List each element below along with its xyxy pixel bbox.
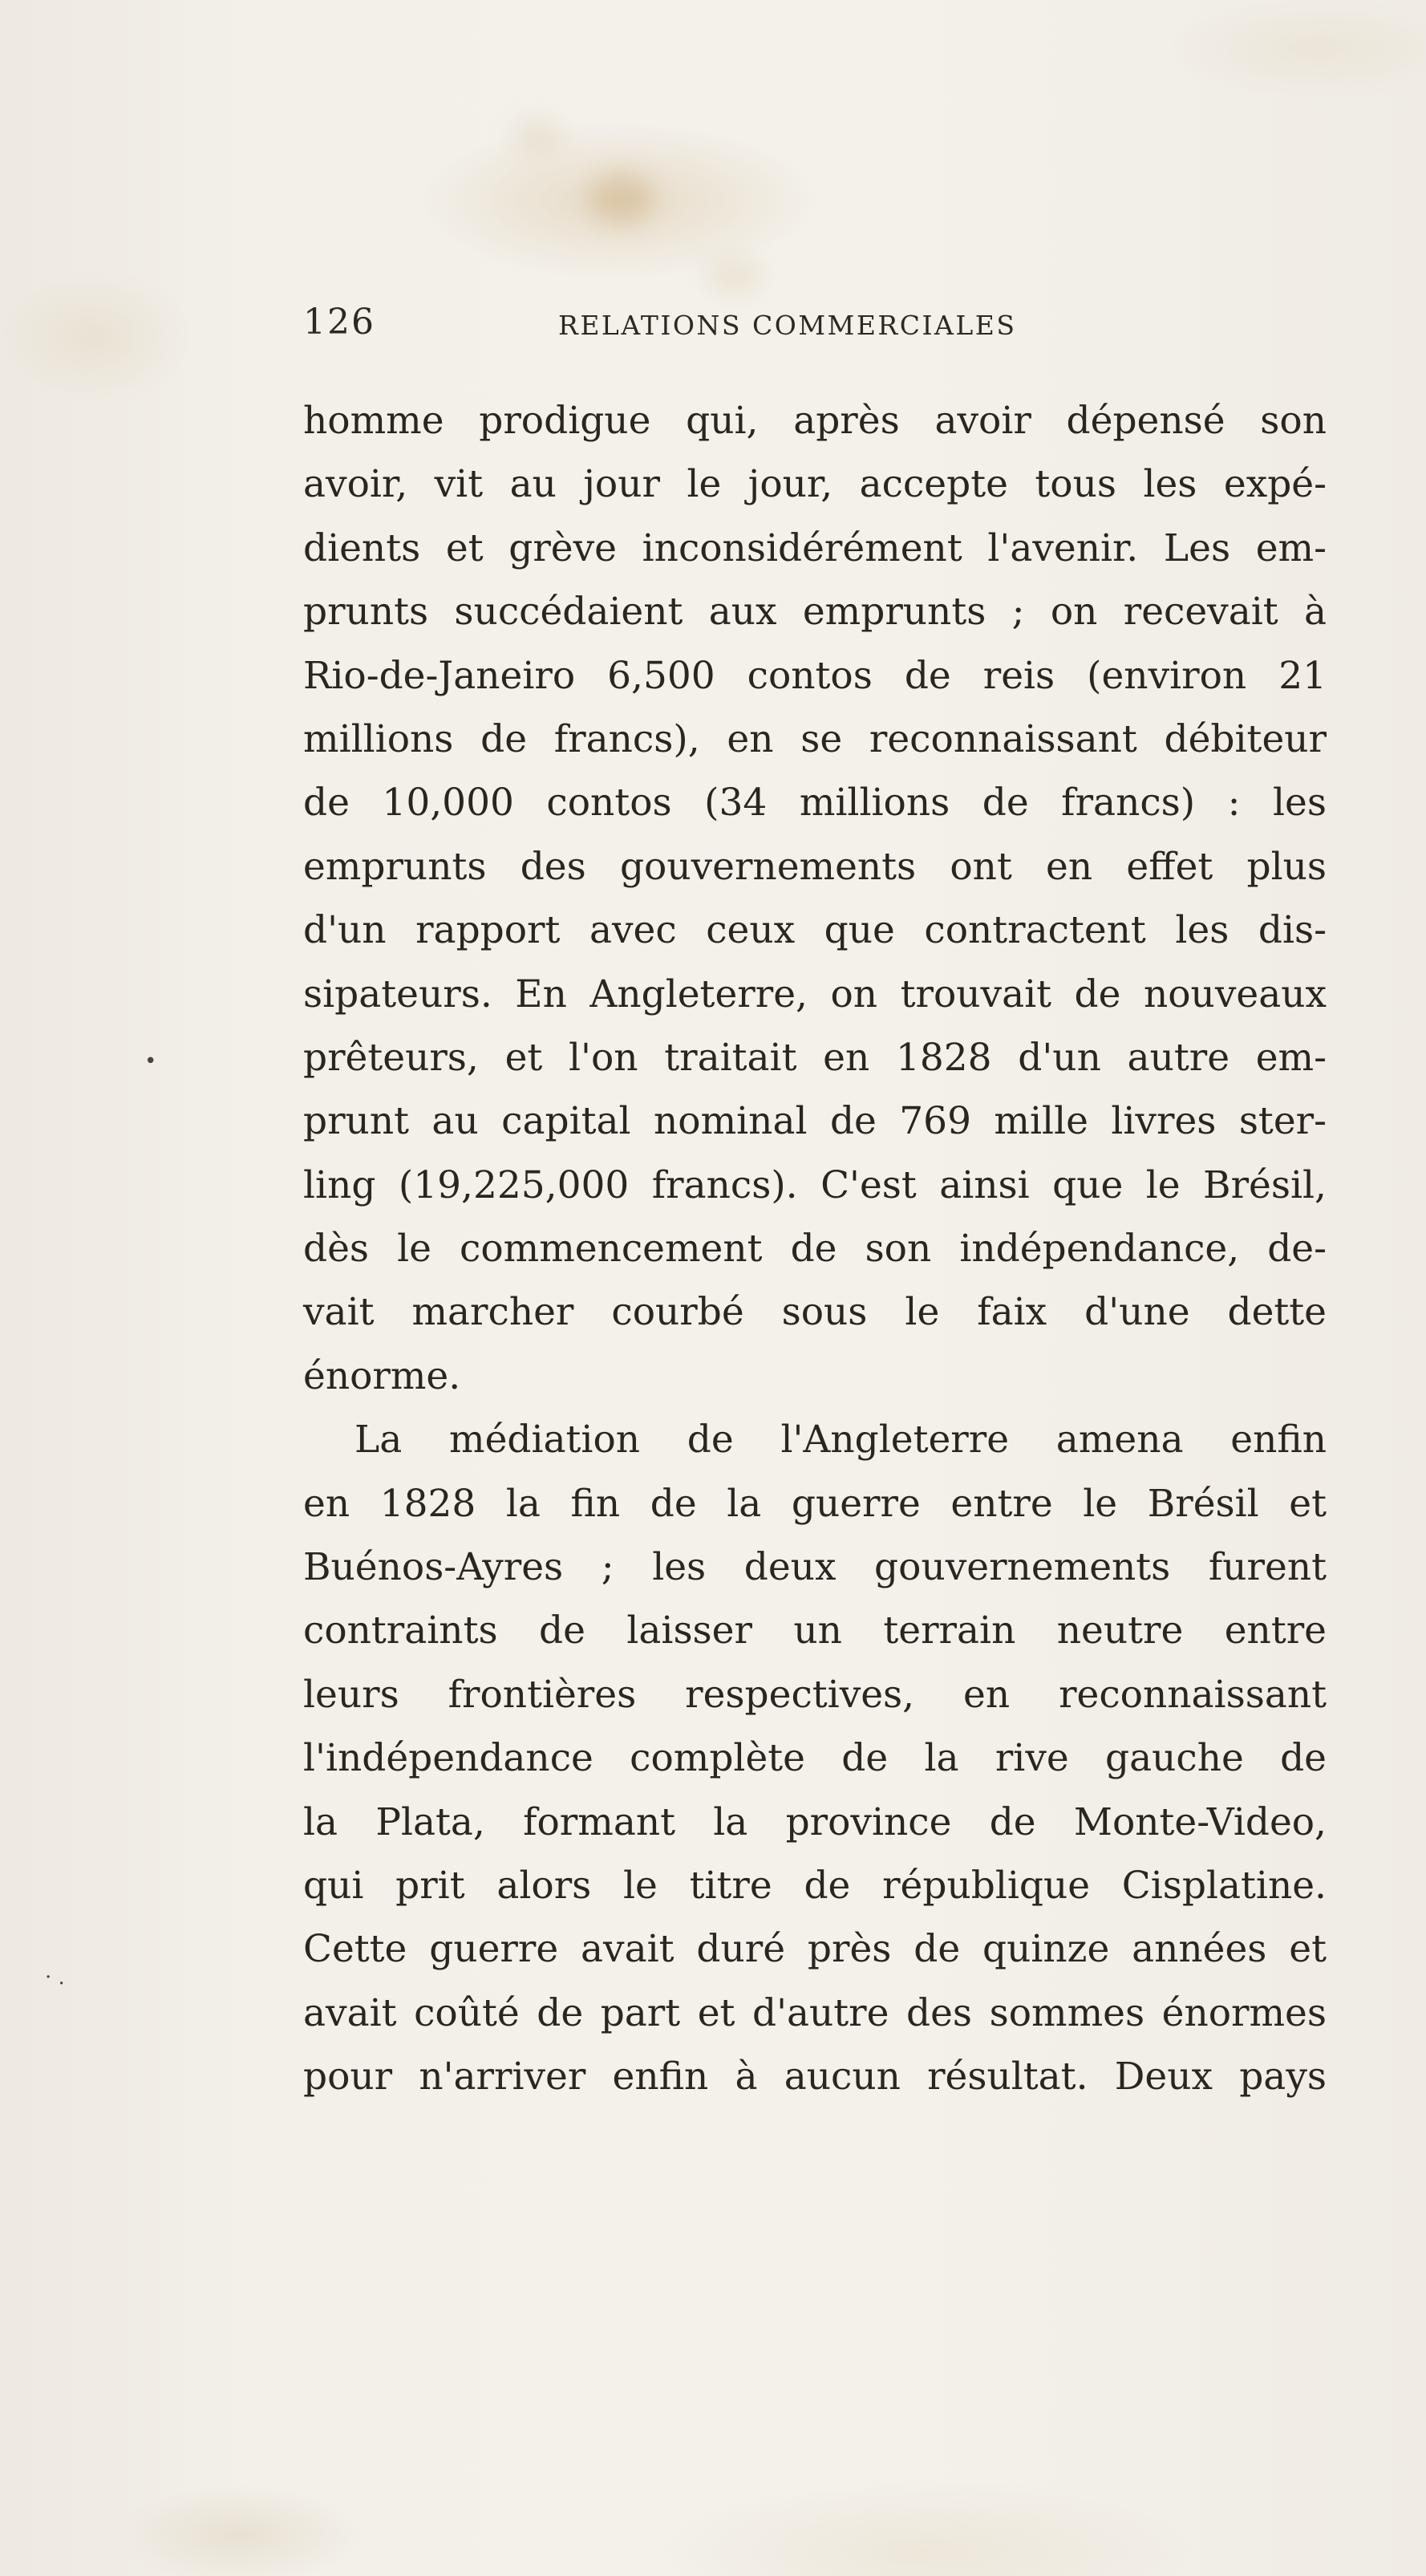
text-line: qui prit alors le titre de république Cisplatine.: [303, 1863, 1327, 1908]
text-line: avoir, vit au jour le jour, accepte tous les expé-: [303, 462, 1327, 507]
margin-dots: · .: [45, 1965, 65, 1990]
text-line: la Plata, formant la province de Monte-Video,: [303, 1799, 1327, 1844]
text-line: prunt au capital nominal de 769 mille livres ster-: [303, 1099, 1327, 1144]
stain-mark: [706, 257, 762, 293]
paragraph-start-line: La médiation de l'Angleterre amena enfin: [354, 1418, 1327, 1462]
text-line: leurs frontières respectives, en reconnaissant: [303, 1672, 1327, 1717]
text-line: sipateurs. En Angleterre, on trouvait de nouveaux: [303, 972, 1327, 1016]
text-line: prunts succédaient aux emprunts ; on recevait à: [303, 590, 1327, 635]
text-line: Buénos-Ayres ; les deux gouvernements furent: [303, 1545, 1327, 1590]
text-line: en 1828 la fin de la guerre entre le Brésil et: [303, 1481, 1327, 1526]
paragraph-end-line: énorme.: [303, 1353, 461, 1398]
text-line: dès le commencement de son indépendance, de-: [303, 1227, 1327, 1272]
text-line: ling (19,225,000 francs). C'est ainsi que le Brésil,: [303, 1162, 1327, 1207]
text-line: vait marcher courbé sous le faix d'une dette: [303, 1290, 1327, 1335]
text-line: pour n'arriver enfin à aucun résultat. Deux pays: [303, 2055, 1327, 2099]
stain-mark: [513, 120, 561, 152]
body-text: [303, 389, 1327, 2109]
text-line: Cette guerre avait duré près de quinze années et: [303, 1927, 1327, 1972]
text-line: l'indépendance complète de la rive gauche de: [303, 1736, 1327, 1781]
text-line: Rio-de-Janeiro 6,500 contos de reis (environ 21: [303, 653, 1327, 698]
text-line: homme prodigue qui, après avoir dépensé son: [303, 399, 1327, 443]
margin-dot: •: [144, 1049, 157, 1073]
text-line: avait coûté de part et d'autre des sommes énormes: [303, 1990, 1327, 2035]
stain-mark: [589, 172, 654, 225]
text-line: d'un rapport avec ceux que contractent les dis-: [303, 908, 1327, 953]
page-number: 126: [303, 302, 375, 343]
text-line: contraints de laisser un terrain neutre entre: [303, 1608, 1327, 1653]
page-header: [303, 295, 1322, 351]
text-line: dients et grève inconsidérément l'avenir. Les em-: [303, 525, 1327, 570]
text-line: millions de francs), en se reconnaissant débiteur: [303, 716, 1327, 761]
text-line: prêteurs, et l'on traitait en 1828 d'un autre em-: [303, 1035, 1327, 1080]
running-head: RELATIONS COMMERCIALES: [558, 310, 1017, 341]
text-line: de 10,000 contos (34 millions de francs) : les: [303, 781, 1327, 826]
text-line: emprunts des gouvernements ont en effet plus: [303, 844, 1327, 889]
